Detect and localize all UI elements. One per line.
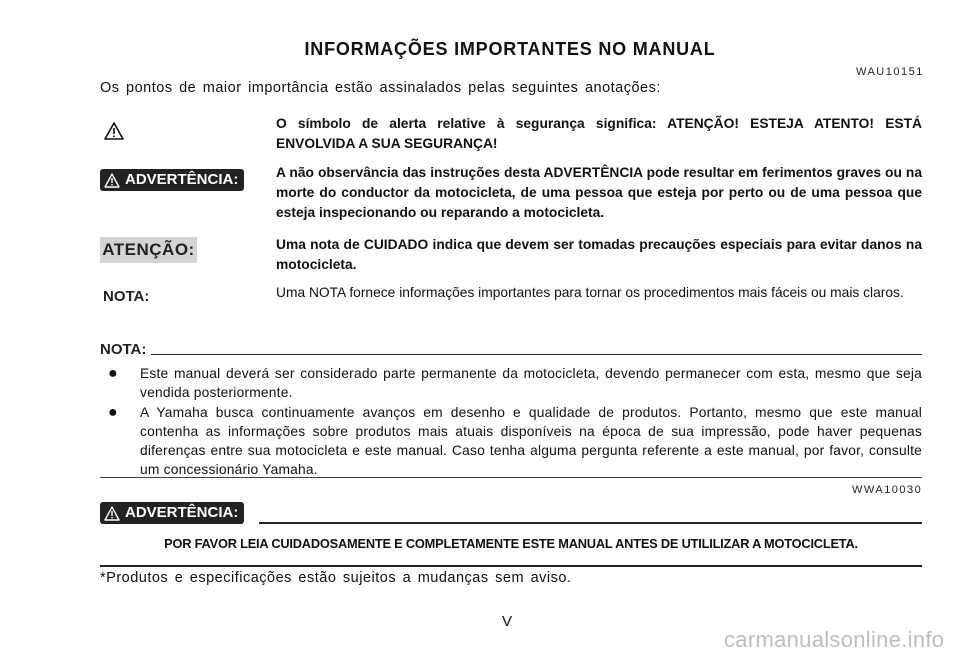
warning-box-label: ADVERTÊNCIA: — [125, 504, 239, 521]
warning-triangle-icon — [104, 173, 120, 188]
footnote: *Produtos e especificações estão sujeitos a mudanças sem aviso. — [100, 570, 572, 586]
warning-top-rule — [259, 522, 922, 524]
nota-bullet-list — [108, 364, 922, 480]
warning-badge — [100, 169, 244, 191]
safety-alert-icon — [104, 121, 124, 141]
warning-definition: A não observância das instruções desta ADVERTÊNCIA pode resultar em ferimentos graves ou na morte do conductor da motocicleta, de uma pessoa que esteja por perto ou de uma pessoa que esteja inspecionando ou reparando a motocicleta. — [276, 165, 922, 220]
bullet-text: A Yamaha busca continuamente avanços em desenho e qualidade de produtos. Portanto, mesmo que este manual contenha as informações sobre produtos mais atuais disponíveis na época de sua impressão, pode haver pequenas diferenças entre sua motocicleta e este manual. Caso tenha alguma pergunta referente a este manual, por favor, consulte um concessionário Yamaha. — [140, 405, 922, 477]
page-number: V — [502, 613, 513, 630]
intro-text: Os pontos de maior importância estão assinalados pelas seguintes anotações: — [100, 80, 661, 96]
warning-badge-label: ADVERTÊNCIA: — [125, 171, 239, 188]
list-item — [108, 364, 922, 402]
watermark: carmanualsonline.info — [724, 627, 945, 652]
doc-code-top: WAU10151 — [856, 66, 924, 78]
bullet-icon: ● — [108, 404, 118, 421]
warning-box-badge — [100, 502, 244, 524]
warning-box-text: POR FAVOR LEIA CUIDADOSAMENTE E COMPLETAMENTE ESTE MANUAL ANTES DE UTILILIZAR A MOTOCICLETA. — [164, 536, 858, 551]
nota-end-rule — [100, 477, 922, 478]
caution-definition: Uma nota de CUIDADO indica que devem ser tomadas precauções especiais para evitar danos na motocicleta. — [276, 237, 922, 272]
page-title: INFORMAÇÕES IMPORTANTES NO MANUAL — [304, 39, 716, 59]
caution-label: ATENÇÃO: — [100, 237, 197, 263]
nota-rule — [151, 354, 922, 355]
warning-triangle-icon — [104, 506, 120, 521]
note-label: NOTA: — [103, 288, 150, 305]
bullet-text: Este manual deverá ser considerado parte permanente da motocicleta, devendo permanecer com esta, mesmo que seja vendida posteriormente. — [140, 366, 922, 400]
bullet-icon: ● — [108, 365, 118, 382]
warning-bottom-rule — [100, 565, 922, 567]
note-definition: Uma NOTA fornece informações importantes para tornar os procedimentos mais fáceis ou mais claros. — [276, 285, 904, 300]
symbol-definition: O símbolo de alerta relative à segurança significa: ATENÇÃO! ESTEJA ATENTO! ESTÁ ENVOLVIDA A SUA SEGURANÇA! — [276, 116, 922, 151]
doc-code-bottom: WWA10030 — [852, 484, 923, 496]
nota-section-label: NOTA: — [100, 341, 147, 358]
list-item — [108, 403, 922, 479]
